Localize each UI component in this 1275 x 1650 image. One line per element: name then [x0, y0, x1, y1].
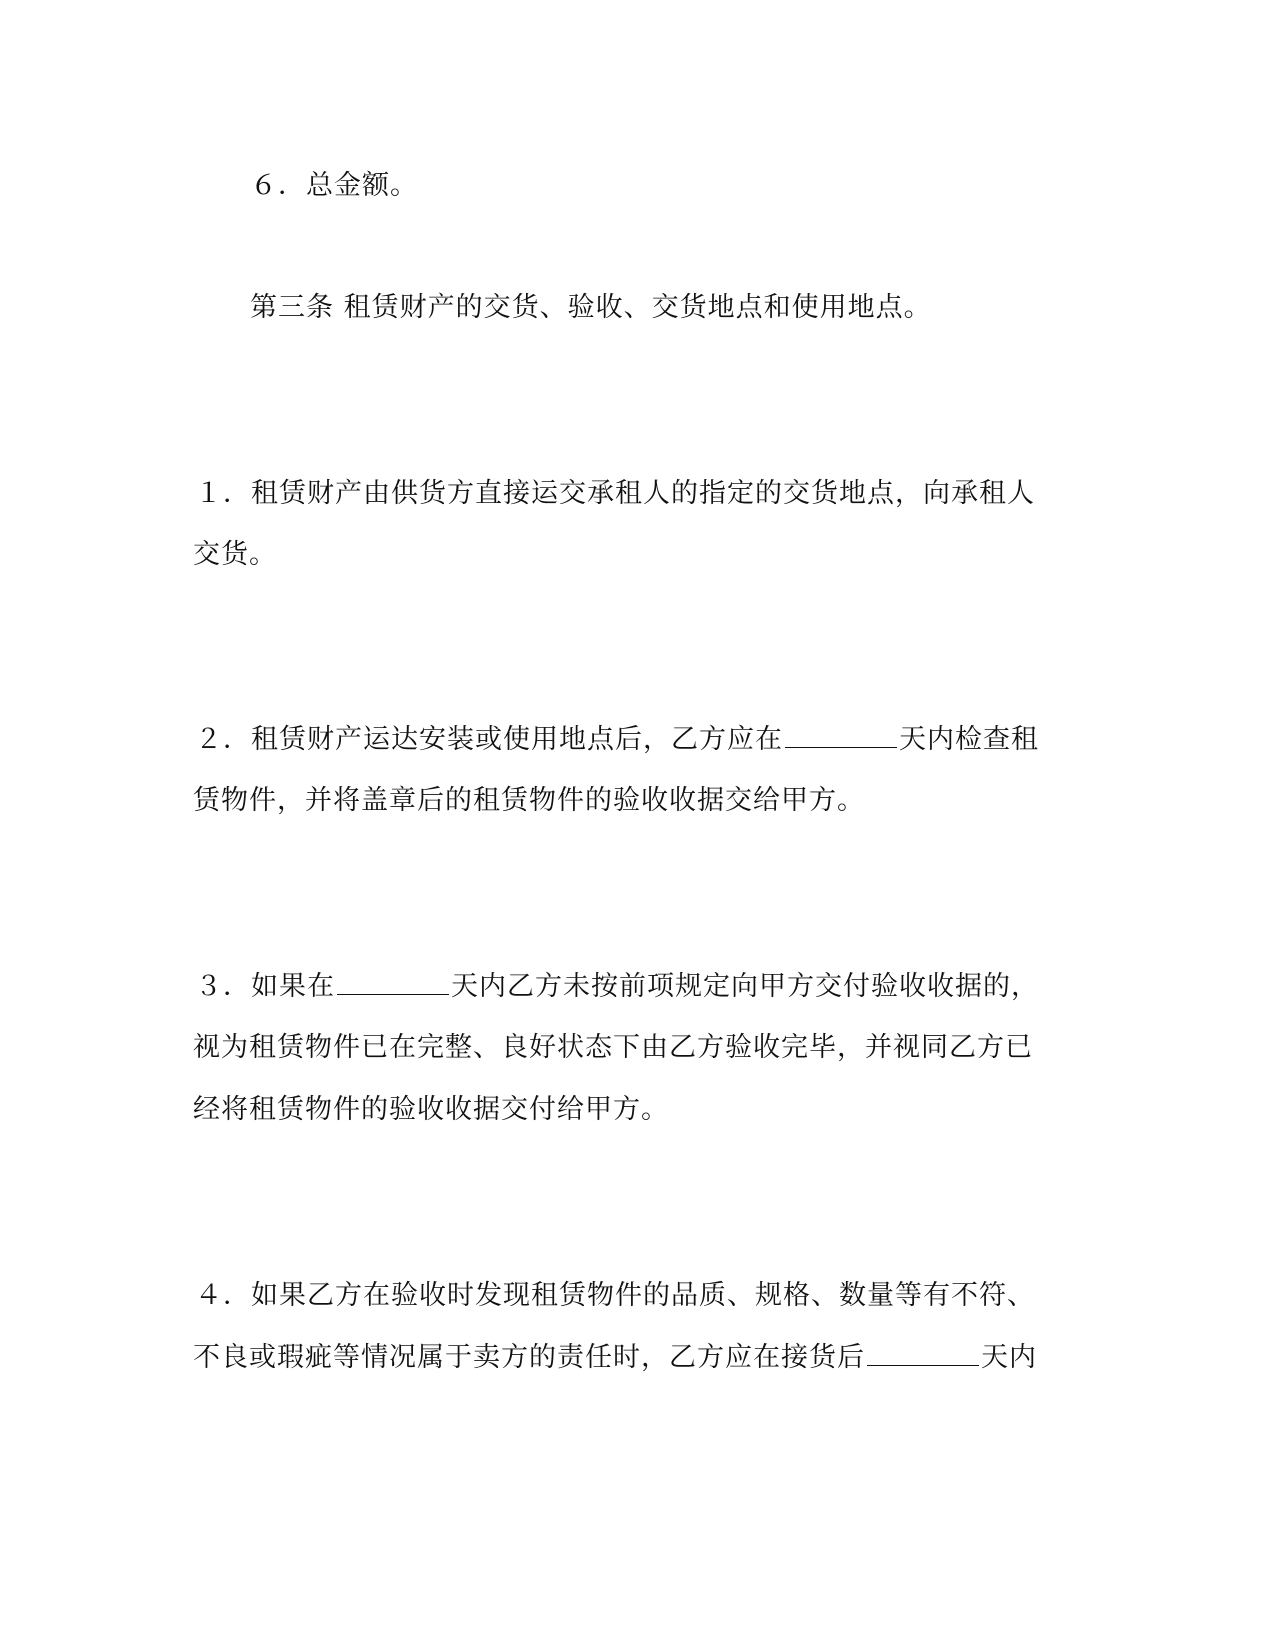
- clause-2-text-a: ２．租赁财产运达安装或使用地点后，乙方应在: [195, 724, 783, 755]
- clause-3-line-2: 视为租赁物件已在完整、良好状态下由乙方验收完毕，并视同乙方已: [193, 1032, 1033, 1063]
- fill-in-blank: [337, 972, 449, 995]
- clause-4-text-b: 天内: [981, 1342, 1037, 1373]
- clause-3-line-3: 经将租赁物件的验收收据交付给甲方。: [193, 1094, 669, 1125]
- clause-4-text-a: 不良或瑕疵等情况属于卖方的责任时，乙方应在接货后: [193, 1342, 865, 1373]
- article-3-heading: 第三条 租赁财产的交货、验收、交货地点和使用地点。: [250, 292, 932, 323]
- item-6-total-amount: ６．总金额。: [250, 170, 418, 201]
- clause-3-line-1: [195, 969, 1039, 1005]
- clause-3-text-b: 天内乙方未按前项规定向甲方交付验收收据的，: [451, 971, 1039, 1002]
- clause-4-line-1: ４．如果乙方在验收时发现租赁物件的品质、规格、数量等有不符、: [195, 1280, 1035, 1311]
- clause-2-text-b: 天内检查租: [899, 724, 1039, 755]
- clause-4-line-2: [193, 1340, 1037, 1376]
- fill-in-blank: [785, 725, 897, 748]
- clause-1-line-1: １．租赁财产由供货方直接运交承租人的指定的交货地点，向承租人: [195, 478, 1035, 509]
- clause-3-text-a: ３．如果在: [195, 971, 335, 1002]
- clause-1-line-2: 交货。: [193, 539, 277, 570]
- clause-2-line-1: [195, 722, 1039, 758]
- clause-2-line-2: 赁物件，并将盖章后的租赁物件的验收收据交给甲方。: [193, 785, 865, 816]
- fill-in-blank: [867, 1343, 979, 1366]
